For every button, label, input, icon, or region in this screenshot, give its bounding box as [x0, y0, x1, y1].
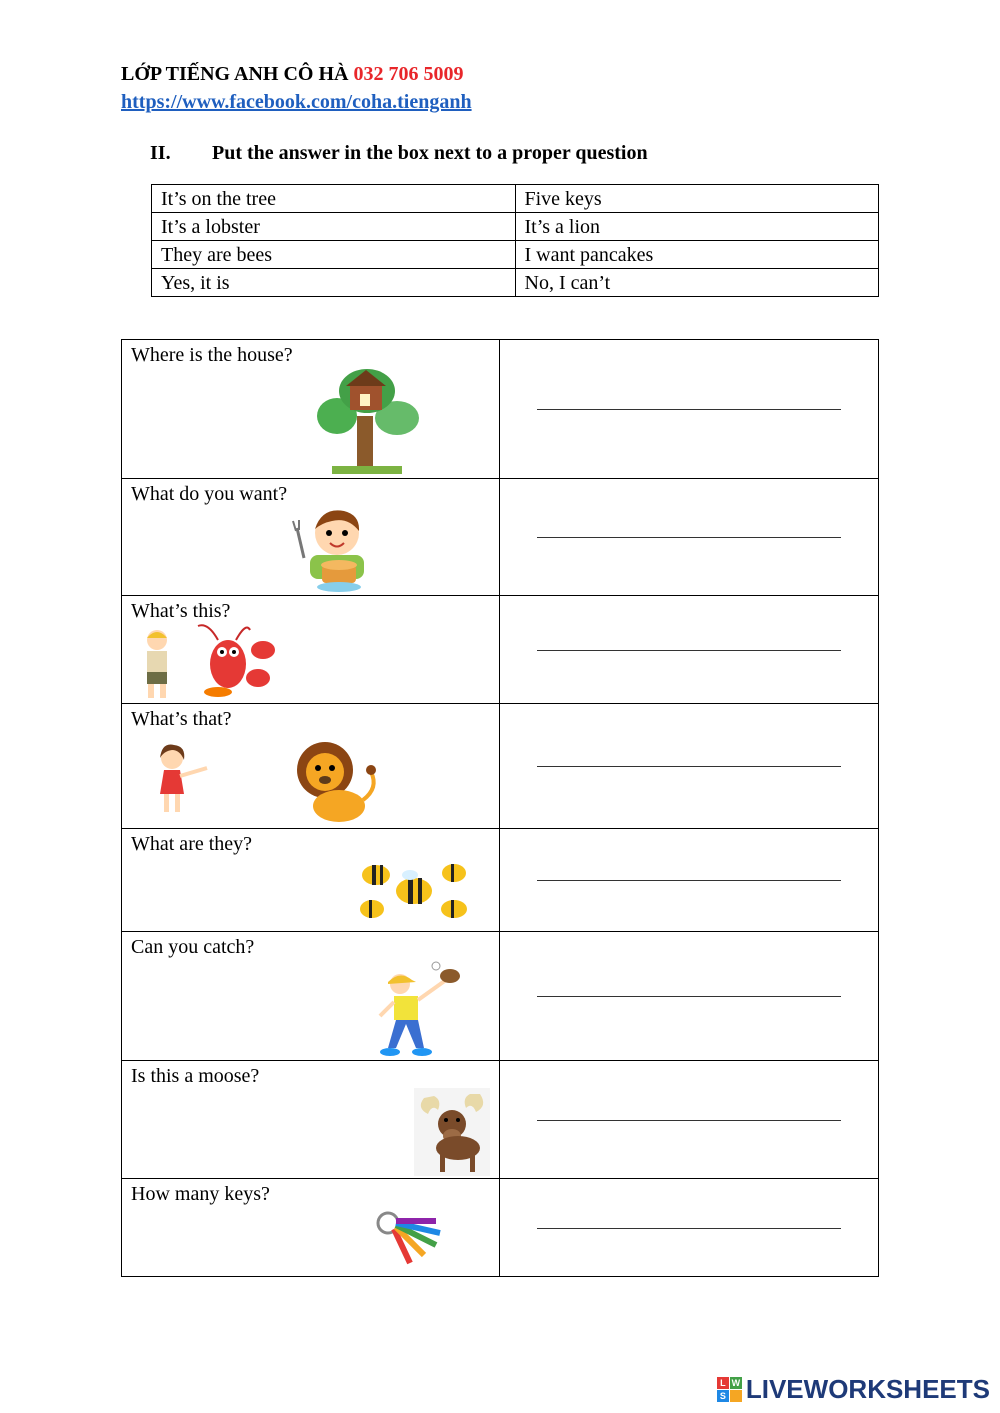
- answer-option[interactable]: I want pancakes: [515, 241, 879, 269]
- answer-blank-line[interactable]: [537, 1228, 841, 1229]
- question-cell: [122, 340, 500, 479]
- question-cell: [122, 1179, 500, 1277]
- boy-picture: [137, 626, 177, 702]
- lobster-picture: [188, 620, 278, 700]
- liveworksheets-logo[interactable]: [717, 1374, 990, 1405]
- answer-cell[interactable]: [500, 829, 879, 932]
- answer-row: [152, 269, 879, 297]
- question-row: [122, 340, 879, 479]
- moose-picture: [414, 1088, 490, 1176]
- question-row: [122, 829, 879, 932]
- answer-blank-line[interactable]: [537, 880, 841, 881]
- facebook-link[interactable]: https://www.facebook.com/coha.tienganh: [121, 91, 472, 113]
- answer-row: [152, 241, 879, 269]
- question-row: [122, 1179, 879, 1277]
- answer-cell[interactable]: [500, 704, 879, 829]
- girl-picture: [152, 742, 214, 818]
- section-number: II.: [150, 142, 171, 164]
- question-text: What’s this?: [131, 600, 231, 622]
- treehouse-picture: [312, 366, 424, 476]
- question-row: [122, 1061, 879, 1179]
- question-text: How many keys?: [131, 1183, 270, 1205]
- answer-option[interactable]: It’s on the tree: [152, 185, 516, 213]
- answer-cell[interactable]: [500, 479, 879, 596]
- question-cell: [122, 829, 500, 932]
- question-text: What’s that?: [131, 708, 232, 730]
- answer-cell[interactable]: [500, 340, 879, 479]
- logo-text: LIVEWORKSHEETS: [745, 1374, 990, 1404]
- man-catching-picture: [376, 960, 468, 1058]
- answer-option[interactable]: No, I can’t: [515, 269, 879, 297]
- question-row: [122, 596, 879, 704]
- answer-cell[interactable]: [500, 1179, 879, 1277]
- answer-blank-line[interactable]: [537, 766, 841, 767]
- bees-picture: [358, 857, 478, 927]
- header-title: LỚP TIẾNG ANH CÔ HÀ: [121, 63, 349, 85]
- answer-row: [152, 213, 879, 241]
- question-cell: [122, 704, 500, 829]
- question-cell: [122, 932, 500, 1061]
- answer-option[interactable]: Five keys: [515, 185, 879, 213]
- lion-picture: [287, 738, 387, 826]
- answer-cell[interactable]: [500, 1061, 879, 1179]
- question-cell: [122, 1061, 500, 1179]
- answer-blank-line[interactable]: [537, 537, 841, 538]
- answer-cell[interactable]: [500, 596, 879, 704]
- logo-mark-icon: L W S: [717, 1377, 742, 1402]
- header-title-line: [121, 60, 472, 88]
- question-text: What are they?: [131, 833, 253, 855]
- section-heading: [150, 142, 648, 165]
- answer-box-table: [151, 184, 879, 297]
- answer-row: [152, 185, 879, 213]
- answer-option[interactable]: It’s a lobster: [152, 213, 516, 241]
- answer-blank-line[interactable]: [537, 996, 841, 997]
- answer-blank-line[interactable]: [537, 409, 841, 410]
- answer-cell[interactable]: [500, 932, 879, 1061]
- answer-option[interactable]: Yes, it is: [152, 269, 516, 297]
- keys-picture: [374, 1209, 446, 1271]
- question-text: Is this a moose?: [131, 1065, 260, 1087]
- question-text: Can you catch?: [131, 936, 255, 958]
- question-row: [122, 704, 879, 829]
- section-instruction: Put the answer in the box next to a proper question: [212, 142, 648, 164]
- question-row: [122, 479, 879, 596]
- question-text: Where is the house?: [131, 344, 293, 366]
- question-row: [122, 932, 879, 1061]
- answer-blank-line[interactable]: [537, 1120, 841, 1121]
- question-text: What do you want?: [131, 483, 288, 505]
- question-cell: [122, 596, 500, 704]
- question-cell: [122, 479, 500, 596]
- question-table: [121, 339, 879, 1277]
- answer-option[interactable]: It’s a lion: [515, 213, 879, 241]
- answer-blank-line[interactable]: [537, 650, 841, 651]
- header-phone: 032 706 5009: [353, 63, 464, 85]
- answer-option[interactable]: They are bees: [152, 241, 516, 269]
- worksheet-header: [121, 60, 472, 116]
- boy-with-pancakes-picture: [282, 503, 372, 595]
